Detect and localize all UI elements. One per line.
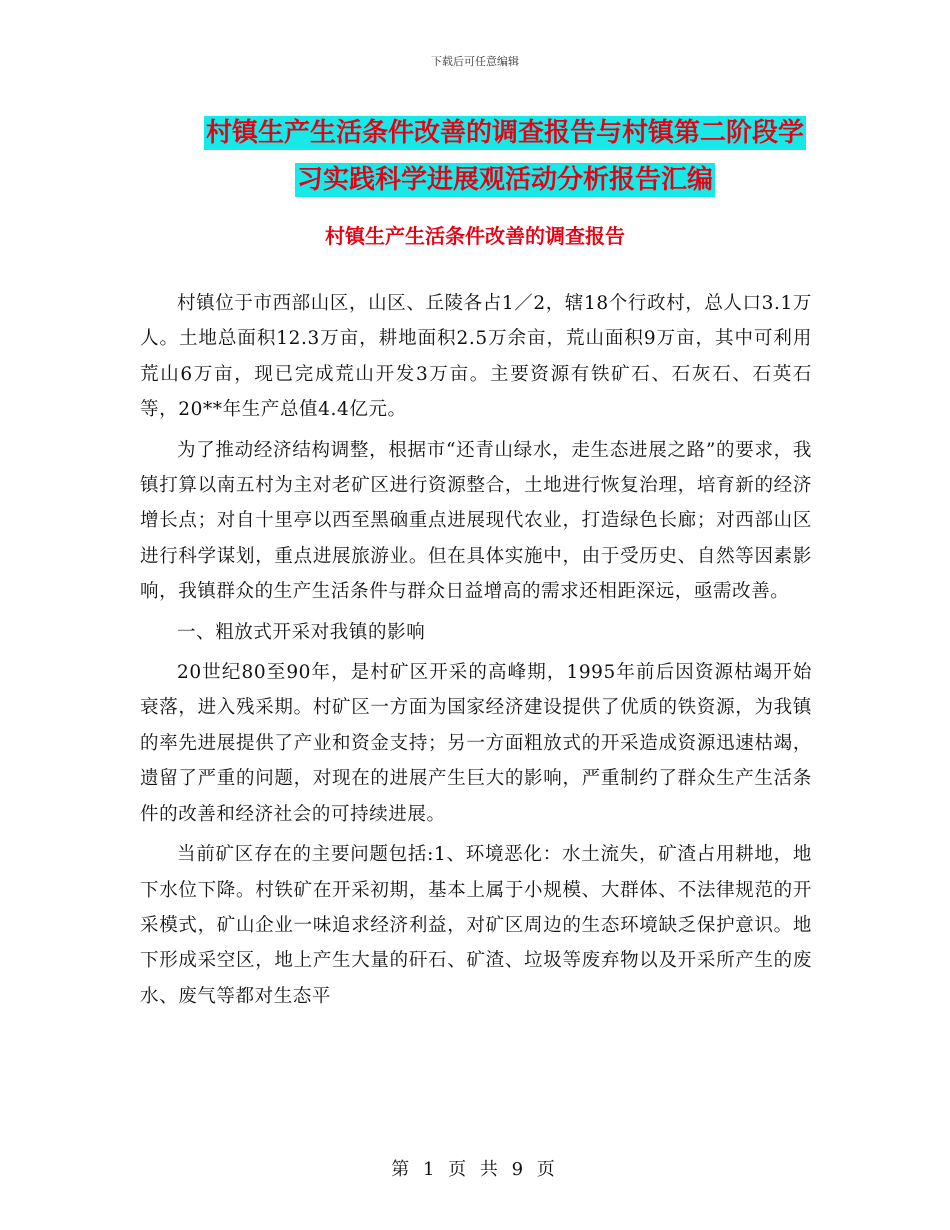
title-line-2: 习实践科学进展观活动分析报告汇编 (296, 165, 713, 195)
header-note: 下载后可任意编辑 (431, 55, 519, 68)
body-text (140, 286, 812, 1019)
document-title (140, 110, 870, 204)
paragraph: 当前矿区存在的主要问题包括:1、环境恶化：水土流失，矿渣占用耕地，地下水位下降。村铁矿在开采初期，基本上属于小规模、大群体、不法律规范的开采模式，矿山企业一味追求经济利益，对矿区周边的生态环境缺乏保护意识。地下形成采空区，地上产生大量的矸石、矿渣、垃圾等废弃物以及开采所产生的废水、废气等都对生态平 (140, 844, 812, 1007)
paragraph: 20世纪80至90年，是村矿区开采的高峰期，1995年前后因资源枯竭开始衰落，进入残采期。村矿区一方面为国家经济建设提供了优质的铁资源，为我镇的率先进展提供了产业和资金支持；另一方面粗放式的开采造成资源迅速枯竭，遗留了严重的问题，对现在的进展产生巨大的影响，严重制约了群众生产生活条件的改善和经济社会的可持续进展。 (140, 662, 812, 825)
section-heading: 一、粗放式开采对我镇的影响 (177, 621, 426, 643)
paragraph: 村镇位于市西部山区，山区、丘陵各占1／2，辖18个行政村，总人口3.1万人。土地总面积12.3万亩，耕地面积2.5万余亩，荒山面积9万亩，其中可利用荒山6万亩，现已完成荒山开发3万亩。主要资源有铁矿石、石灰石、石英石等，20**年生产总值4.4亿元。 (140, 293, 812, 421)
title-line-1: 村镇生产生活条件改善的调查报告与村镇第二阶段学 (205, 118, 804, 148)
page-number: 第 1 页 共 9 页 (391, 1159, 559, 1180)
section-title: 村镇生产生活条件改善的调查报告 (325, 224, 625, 248)
paragraph: 为了推动经济结构调整，根据市“还青山绿水，走生态进展之路”的要求，我镇打算以南五村为主对老矿区进行资源整合，土地进行恢复治理，培育新的经济增长点；对自十里亭以西至黑硇重点进展现代农业，打造绿色长廊；对西部山区进行科学谋划，重点进展旅游业。但在具体实施中，由于受历史、自然等因素影响，我镇群众的生产生活条件与群众日益增高的需求还相距深远，亟需改善。 (140, 439, 812, 603)
